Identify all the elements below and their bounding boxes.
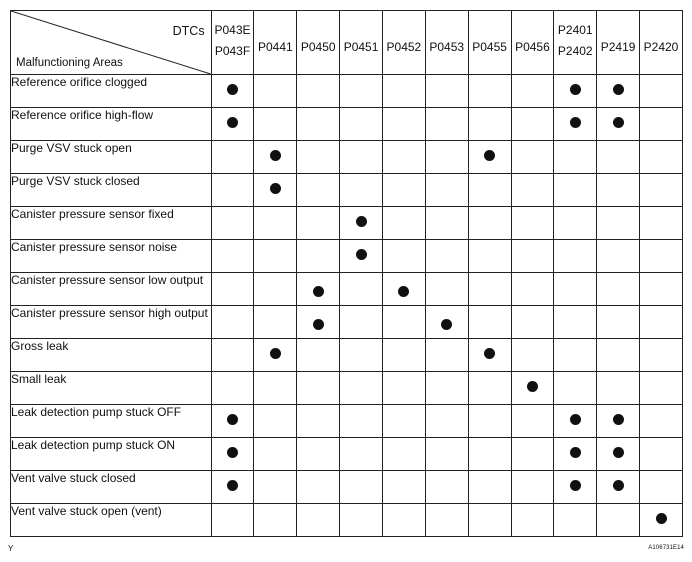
matrix-cell bbox=[468, 405, 511, 438]
matrix-cell bbox=[511, 339, 554, 372]
matrix-cell bbox=[597, 306, 640, 339]
matrix-cell bbox=[382, 141, 425, 174]
dtc-code: P2401 bbox=[557, 23, 593, 37]
malfunction-area-label: Gross leak bbox=[11, 339, 212, 372]
matrix-cell bbox=[254, 372, 297, 405]
matrix-cell bbox=[425, 471, 468, 504]
matrix-cell bbox=[554, 504, 597, 537]
dtc-code: P2402 bbox=[557, 44, 593, 58]
matrix-cell bbox=[554, 108, 597, 141]
matrix-cell bbox=[468, 339, 511, 372]
applicable-mark-dot bbox=[227, 414, 238, 425]
matrix-cell bbox=[511, 471, 554, 504]
matrix-cell bbox=[511, 174, 554, 207]
applicable-mark-dot bbox=[570, 117, 581, 128]
dtc-column-header bbox=[511, 11, 554, 75]
matrix-cell bbox=[382, 339, 425, 372]
matrix-cell bbox=[468, 141, 511, 174]
dtc-code: P2420 bbox=[643, 40, 679, 54]
matrix-cell bbox=[382, 471, 425, 504]
matrix-cell bbox=[340, 438, 383, 471]
applicable-mark-dot bbox=[570, 447, 581, 458]
matrix-cell bbox=[211, 339, 254, 372]
applicable-mark-dot bbox=[313, 286, 324, 297]
dtc-column-header bbox=[640, 11, 683, 75]
matrix-cell bbox=[254, 207, 297, 240]
matrix-cell bbox=[297, 504, 340, 537]
matrix-cell bbox=[554, 306, 597, 339]
matrix-cell bbox=[425, 339, 468, 372]
dtc-code: P0441 bbox=[258, 40, 293, 54]
matrix-cell bbox=[254, 141, 297, 174]
matrix-cell bbox=[597, 339, 640, 372]
matrix-cell bbox=[640, 504, 683, 537]
table-row bbox=[11, 75, 683, 108]
matrix-cell bbox=[597, 504, 640, 537]
matrix-cell bbox=[554, 141, 597, 174]
matrix-cell bbox=[511, 75, 554, 108]
matrix-cell bbox=[640, 108, 683, 141]
matrix-cell bbox=[297, 141, 340, 174]
dtc-column-header bbox=[468, 11, 511, 75]
matrix-cell bbox=[211, 174, 254, 207]
malfunction-area-label: Reference orifice clogged bbox=[11, 75, 212, 108]
matrix-cell bbox=[468, 372, 511, 405]
dtc-code: P2419 bbox=[600, 40, 636, 54]
matrix-cell bbox=[297, 240, 340, 273]
matrix-cell bbox=[425, 141, 468, 174]
malfunction-area-label: Leak detection pump stuck OFF bbox=[11, 405, 212, 438]
malfunction-area-label: Canister pressure sensor fixed bbox=[11, 207, 212, 240]
matrix-cell bbox=[382, 174, 425, 207]
matrix-cell bbox=[297, 75, 340, 108]
matrix-cell bbox=[211, 207, 254, 240]
malfunction-area-label: Leak detection pump stuck ON bbox=[11, 438, 212, 471]
matrix-cell bbox=[254, 438, 297, 471]
matrix-cell bbox=[554, 75, 597, 108]
matrix-cell bbox=[640, 174, 683, 207]
dtc-code: P043E bbox=[214, 23, 251, 37]
table-row bbox=[11, 372, 683, 405]
matrix-cell bbox=[640, 240, 683, 273]
matrix-cell bbox=[425, 240, 468, 273]
matrix-cell bbox=[468, 108, 511, 141]
matrix-cell bbox=[597, 75, 640, 108]
matrix-cell bbox=[340, 471, 383, 504]
malfunction-area-label: Canister pressure sensor low output bbox=[11, 273, 212, 306]
dtc-column-header bbox=[297, 11, 340, 75]
matrix-cell bbox=[554, 207, 597, 240]
matrix-cell bbox=[468, 471, 511, 504]
dtcs-column-label: DTCs bbox=[172, 24, 205, 38]
matrix-cell bbox=[340, 75, 383, 108]
matrix-cell bbox=[554, 273, 597, 306]
dtc-column-header bbox=[340, 11, 383, 75]
malfunctioning-areas-row-label: Malfunctioning Areas bbox=[16, 57, 123, 69]
footer-left-mark: Y bbox=[8, 544, 14, 553]
matrix-cell bbox=[297, 405, 340, 438]
dtc-column-header bbox=[254, 11, 297, 75]
table-row bbox=[11, 174, 683, 207]
table-row bbox=[11, 141, 683, 174]
table-body bbox=[11, 75, 683, 537]
matrix-cell bbox=[254, 75, 297, 108]
matrix-cell bbox=[425, 207, 468, 240]
matrix-cell bbox=[254, 339, 297, 372]
matrix-cell bbox=[640, 471, 683, 504]
matrix-cell bbox=[297, 471, 340, 504]
matrix-cell bbox=[425, 306, 468, 339]
dtc-code: P0455 bbox=[472, 40, 507, 54]
table-row bbox=[11, 108, 683, 141]
table-row bbox=[11, 273, 683, 306]
matrix-cell bbox=[597, 471, 640, 504]
malfunction-area-label: Vent valve stuck closed bbox=[11, 471, 212, 504]
matrix-cell bbox=[468, 240, 511, 273]
matrix-cell bbox=[340, 306, 383, 339]
matrix-cell bbox=[211, 273, 254, 306]
malfunction-area-label: Canister pressure sensor high output bbox=[11, 306, 212, 339]
table-row bbox=[11, 504, 683, 537]
matrix-cell bbox=[340, 273, 383, 306]
applicable-mark-dot bbox=[441, 319, 452, 330]
matrix-cell bbox=[297, 438, 340, 471]
matrix-cell bbox=[382, 405, 425, 438]
dtc-code: P0452 bbox=[386, 40, 422, 54]
matrix-cell bbox=[597, 405, 640, 438]
matrix-cell bbox=[382, 207, 425, 240]
matrix-cell bbox=[425, 174, 468, 207]
matrix-cell bbox=[468, 174, 511, 207]
applicable-mark-dot bbox=[356, 216, 367, 227]
matrix-cell bbox=[511, 108, 554, 141]
matrix-cell bbox=[211, 108, 254, 141]
table-row bbox=[11, 405, 683, 438]
matrix-cell bbox=[425, 405, 468, 438]
matrix-cell bbox=[340, 108, 383, 141]
matrix-cell bbox=[554, 339, 597, 372]
matrix-cell bbox=[468, 75, 511, 108]
malfunction-area-label: Canister pressure sensor noise bbox=[11, 240, 212, 273]
applicable-mark-dot bbox=[484, 150, 495, 161]
matrix-cell bbox=[511, 504, 554, 537]
applicable-mark-dot bbox=[484, 348, 495, 359]
matrix-cell bbox=[297, 306, 340, 339]
matrix-cell bbox=[468, 504, 511, 537]
dtc-code: P043F bbox=[214, 44, 251, 58]
matrix-cell bbox=[511, 306, 554, 339]
matrix-cell bbox=[640, 207, 683, 240]
matrix-cell bbox=[211, 405, 254, 438]
matrix-cell bbox=[597, 108, 640, 141]
malfunction-area-label: Purge VSV stuck open bbox=[11, 141, 212, 174]
matrix-cell bbox=[554, 438, 597, 471]
applicable-mark-dot bbox=[398, 286, 409, 297]
matrix-cell bbox=[297, 273, 340, 306]
applicable-mark-dot bbox=[227, 480, 238, 491]
matrix-cell bbox=[554, 405, 597, 438]
matrix-cell bbox=[597, 141, 640, 174]
matrix-cell bbox=[340, 174, 383, 207]
malfunction-area-label: Reference orifice high-flow bbox=[11, 108, 212, 141]
applicable-mark-dot bbox=[656, 513, 667, 524]
matrix-cell bbox=[340, 339, 383, 372]
table-row bbox=[11, 438, 683, 471]
matrix-cell bbox=[597, 207, 640, 240]
applicable-mark-dot bbox=[613, 414, 624, 425]
matrix-cell bbox=[640, 372, 683, 405]
matrix-cell bbox=[340, 207, 383, 240]
matrix-cell bbox=[640, 75, 683, 108]
matrix-cell bbox=[511, 372, 554, 405]
dtc-code: P0456 bbox=[515, 40, 550, 54]
matrix-cell bbox=[554, 240, 597, 273]
matrix-cell bbox=[554, 471, 597, 504]
matrix-cell bbox=[511, 273, 554, 306]
matrix-cell bbox=[640, 339, 683, 372]
matrix-cell bbox=[640, 273, 683, 306]
matrix-cell bbox=[597, 174, 640, 207]
table-row bbox=[11, 339, 683, 372]
matrix-cell bbox=[640, 438, 683, 471]
matrix-cell bbox=[597, 273, 640, 306]
matrix-cell bbox=[382, 306, 425, 339]
dtc-column-header bbox=[211, 11, 254, 75]
table-row bbox=[11, 306, 683, 339]
matrix-cell bbox=[340, 240, 383, 273]
matrix-cell bbox=[382, 504, 425, 537]
matrix-cell bbox=[554, 174, 597, 207]
applicable-mark-dot bbox=[227, 447, 238, 458]
header-row bbox=[11, 11, 683, 75]
dtc-column-header bbox=[425, 11, 468, 75]
applicable-mark-dot bbox=[313, 319, 324, 330]
malfunction-area-label: Vent valve stuck open (vent) bbox=[11, 504, 212, 537]
matrix-cell bbox=[254, 240, 297, 273]
matrix-cell bbox=[211, 75, 254, 108]
matrix-cell bbox=[382, 108, 425, 141]
matrix-cell bbox=[211, 471, 254, 504]
matrix-cell bbox=[640, 141, 683, 174]
matrix-cell bbox=[425, 273, 468, 306]
matrix-cell bbox=[297, 372, 340, 405]
malfunction-area-label: Purge VSV stuck closed bbox=[11, 174, 212, 207]
matrix-cell bbox=[511, 207, 554, 240]
matrix-cell bbox=[511, 438, 554, 471]
matrix-cell bbox=[211, 306, 254, 339]
dtc-code: P0450 bbox=[300, 40, 336, 54]
matrix-cell bbox=[640, 306, 683, 339]
matrix-cell bbox=[211, 240, 254, 273]
matrix-cell bbox=[425, 108, 468, 141]
matrix-cell bbox=[382, 273, 425, 306]
applicable-mark-dot bbox=[613, 84, 624, 95]
matrix-cell bbox=[468, 306, 511, 339]
matrix-cell bbox=[254, 405, 297, 438]
applicable-mark-dot bbox=[570, 480, 581, 491]
matrix-cell bbox=[597, 240, 640, 273]
matrix-cell bbox=[382, 240, 425, 273]
dtc-column-header bbox=[554, 11, 597, 75]
matrix-cell bbox=[597, 372, 640, 405]
matrix-cell bbox=[511, 141, 554, 174]
matrix-cell bbox=[425, 75, 468, 108]
malfunction-area-label: Small leak bbox=[11, 372, 212, 405]
dtc-matrix-table bbox=[10, 10, 683, 537]
matrix-cell bbox=[425, 504, 468, 537]
table-row bbox=[11, 240, 683, 273]
figure-reference-code: A106731E14 bbox=[648, 545, 684, 551]
matrix-cell bbox=[297, 207, 340, 240]
matrix-cell bbox=[468, 438, 511, 471]
table-row bbox=[11, 471, 683, 504]
applicable-mark-dot bbox=[270, 348, 281, 359]
dtc-code: P0451 bbox=[343, 40, 379, 54]
applicable-mark-dot bbox=[570, 84, 581, 95]
matrix-cell bbox=[640, 405, 683, 438]
matrix-cell bbox=[468, 273, 511, 306]
matrix-cell bbox=[254, 306, 297, 339]
matrix-cell bbox=[382, 75, 425, 108]
dtc-column-header bbox=[382, 11, 425, 75]
applicable-mark-dot bbox=[270, 150, 281, 161]
corner-header-cell bbox=[11, 11, 212, 75]
matrix-cell bbox=[511, 405, 554, 438]
matrix-cell bbox=[297, 174, 340, 207]
applicable-mark-dot bbox=[227, 117, 238, 128]
matrix-cell bbox=[211, 438, 254, 471]
applicable-mark-dot bbox=[613, 117, 624, 128]
matrix-cell bbox=[211, 372, 254, 405]
applicable-mark-dot bbox=[613, 480, 624, 491]
matrix-cell bbox=[382, 372, 425, 405]
matrix-cell bbox=[297, 339, 340, 372]
matrix-cell bbox=[297, 108, 340, 141]
applicable-mark-dot bbox=[613, 447, 624, 458]
matrix-cell bbox=[340, 372, 383, 405]
matrix-cell bbox=[425, 372, 468, 405]
matrix-cell bbox=[511, 240, 554, 273]
matrix-cell bbox=[425, 438, 468, 471]
matrix-cell bbox=[254, 504, 297, 537]
matrix-cell bbox=[211, 141, 254, 174]
matrix-cell bbox=[468, 207, 511, 240]
matrix-cell bbox=[211, 504, 254, 537]
matrix-cell bbox=[340, 405, 383, 438]
matrix-cell bbox=[254, 471, 297, 504]
table-row bbox=[11, 207, 683, 240]
matrix-cell bbox=[254, 108, 297, 141]
applicable-mark-dot bbox=[227, 84, 238, 95]
applicable-mark-dot bbox=[270, 183, 281, 194]
matrix-cell bbox=[554, 372, 597, 405]
dtc-code: P0453 bbox=[429, 40, 465, 54]
applicable-mark-dot bbox=[570, 414, 581, 425]
applicable-mark-dot bbox=[356, 249, 367, 260]
matrix-cell bbox=[340, 504, 383, 537]
matrix-cell bbox=[254, 174, 297, 207]
applicable-mark-dot bbox=[527, 381, 538, 392]
matrix-cell bbox=[340, 141, 383, 174]
matrix-cell bbox=[597, 438, 640, 471]
matrix-cell bbox=[382, 438, 425, 471]
matrix-cell bbox=[254, 273, 297, 306]
dtc-column-header bbox=[597, 11, 640, 75]
